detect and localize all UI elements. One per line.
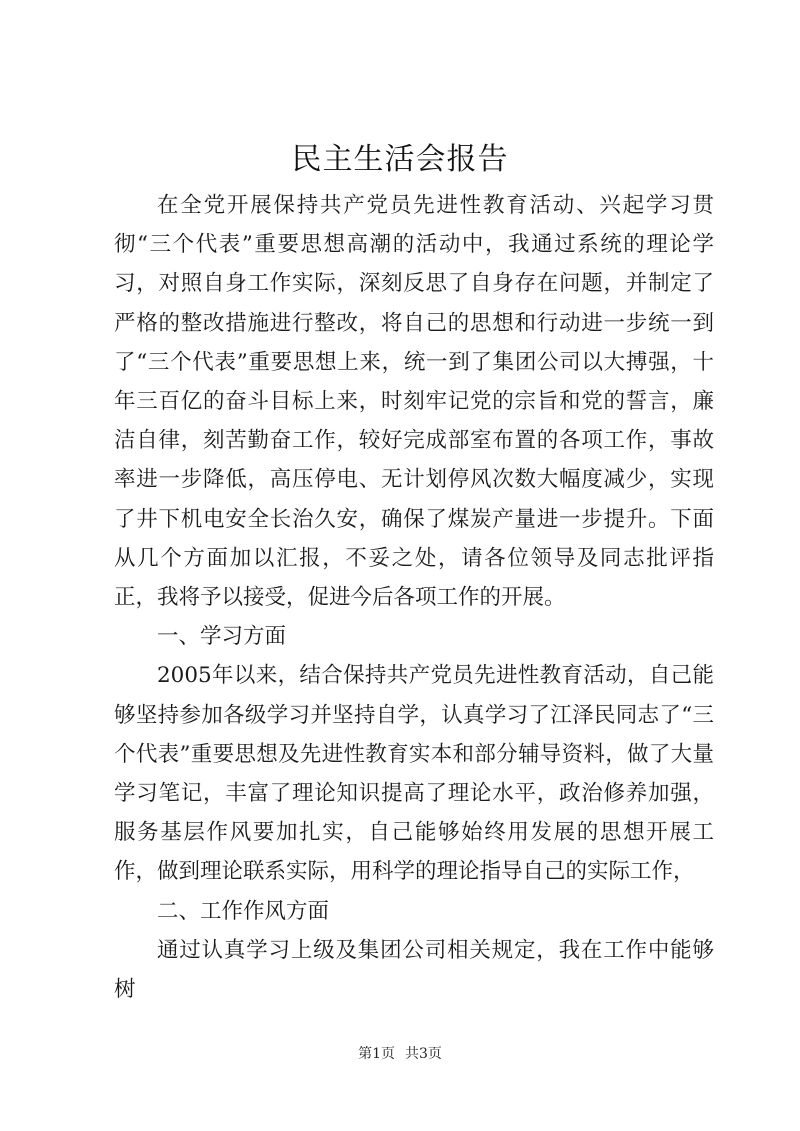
page-number: 第1页 [358,1046,395,1062]
study-paragraph: 2005年以来，结合保持共产党员先进性教育活动，自己能够坚持参加各级学习并坚持自学，认真学习了江泽民同志了“三个代表”重要思想及先进性教育实本和部分辅导资料，做了大量学习笔记，丰富了理论知识提高了理论水平，政治修养加强，服务基层作风要加扎实，自己能够始终用发展的思想开展工作，做到理论联系实际，用科学的理论指导自己的实际工作， [114,663,714,885]
section-heading-study: 一、学习方面 [157,624,287,650]
section-heading-work-style: 二、工作作风方面 [157,898,330,924]
intro-paragraph: 在全党开展保持共产党员先进性教育活动、兴起学习贯彻“三个代表”重要思想高潮的活动中，我通过系统的理论学习，对照自身工作实际，深刻反思了自身存在问题，并制定了严格的整改措施进行整改，将自己的思想和行动进一步统一到了“三个代表”重要思想上来，统一到了集团公司以大搏强，十年三百亿的奋斗目标上来，时刻牢记党的宗旨和党的誓言，廉洁自律，刻苦勤奋工作，较好完成部室布置的各项工作，事故率进一步降低，高压停电、无计划停风次数大幅度减少，实现了井下机电安全长治久安，确保了煤炭产量进一步提升。下面从几个方面加以汇报，不妥之处，请各位领导及同志批评指正，我将予以接受，促进今后各项工作的开展。 [114,193,714,611]
page-total: 共3页 [405,1046,442,1062]
page-footer [0,1044,800,1064]
document-title: 民主生活会报告 [291,142,509,177]
document-body [114,186,714,1009]
work-style-paragraph: 通过认真学习上级及集团公司相关规定，我在工作中能够树 [114,937,714,1003]
